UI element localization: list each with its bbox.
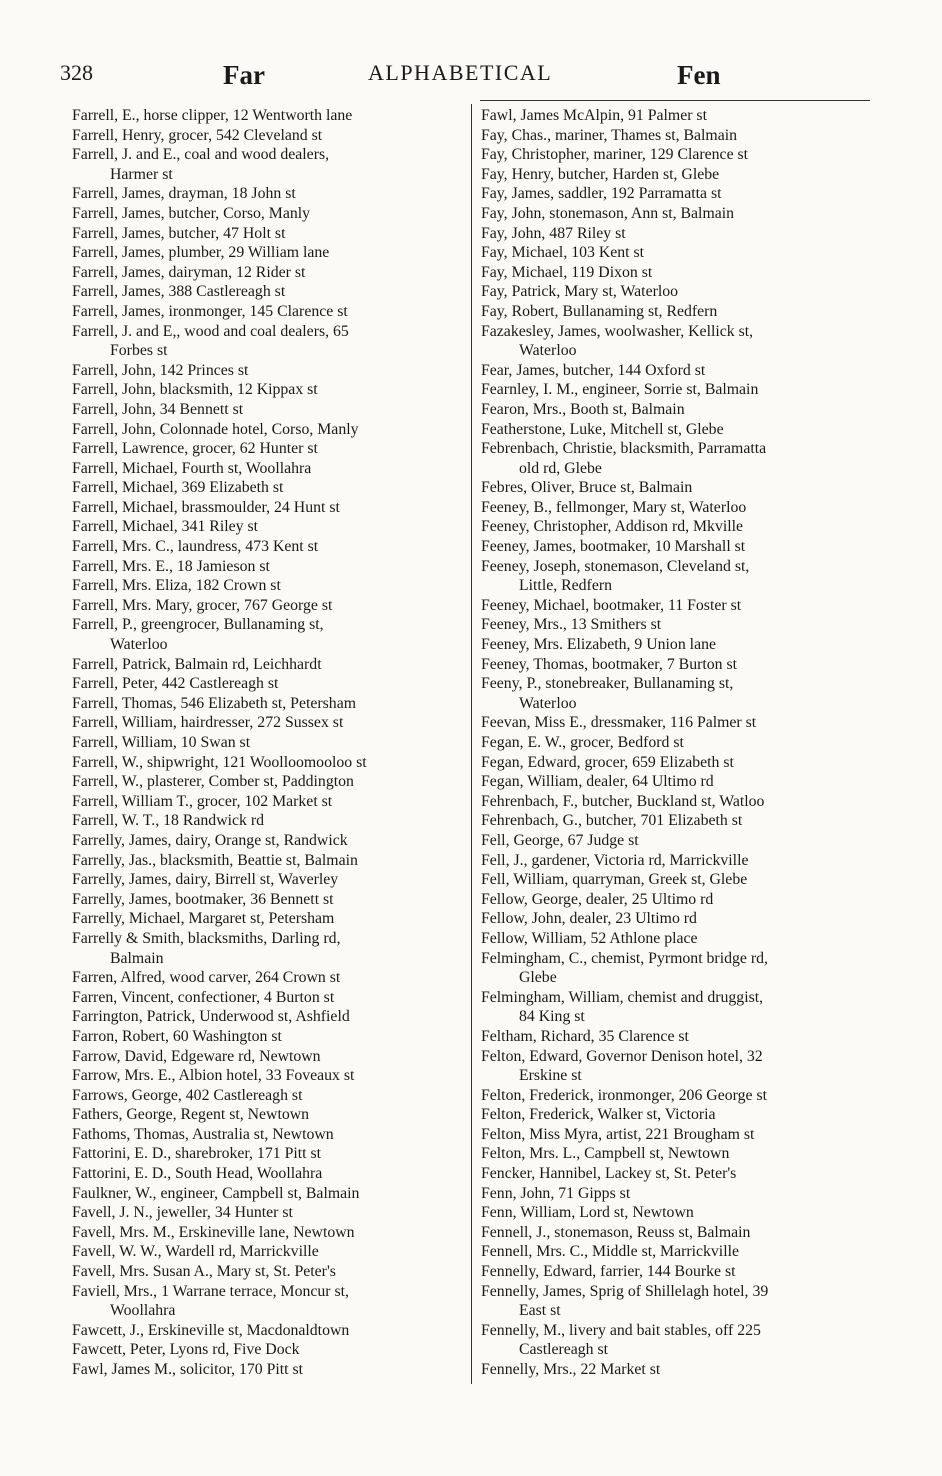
directory-entry: Farrell, James, ironmonger, 145 Clarence st — [72, 302, 348, 320]
directory-entry: Farrow, David, Edgeware rd, Newtown — [72, 1047, 321, 1065]
directory-entry: Feeny, P., stonebreaker, Bullanaming st, — [481, 675, 734, 693]
directory-entry: Farrington, Patrick, Underwood st, Ashfield — [72, 1008, 350, 1026]
directory-entry-continuation: Castlereagh st — [519, 1341, 609, 1359]
directory-entry-continuation: Woollahra — [110, 1302, 176, 1320]
guide-word-left: Far — [223, 60, 265, 90]
directory-entry: Fearnley, I. M., engineer, Sorrie st, Balmain — [481, 381, 759, 399]
directory-entry-continuation: Waterloo — [110, 636, 168, 654]
directory-entry: Farrell, Michael, Fourth st, Woollahra — [72, 459, 312, 477]
directory-entry: Felmingham, C., chemist, Pyrmont bridge rd, — [481, 949, 768, 967]
directory-entry-continuation: Glebe — [519, 969, 557, 987]
directory-entry: Fay, Christopher, mariner, 129 Clarence st — [481, 146, 749, 164]
directory-entry: Fay, Patrick, Mary st, Waterloo — [481, 283, 679, 301]
directory-entry: Fawcett, J., Erskineville st, Macdonaldtown — [72, 1321, 350, 1339]
directory-entry: Fehrenbach, F., butcher, Buckland st, Watloo — [481, 792, 765, 810]
directory-entry: Farrelly, James, bootmaker, 36 Bennett st — [72, 890, 334, 908]
directory-entry-continuation: Erskine st — [519, 1067, 582, 1085]
directory-entry: Farrelly, James, dairy, Orange st, Randwick — [72, 831, 348, 849]
directory-entry: Fear, James, butcher, 144 Oxford st — [481, 361, 706, 379]
directory-entry: Farrell, James, butcher, Corso, Manly — [72, 204, 311, 222]
directory-entry: Feeney, Joseph, stonemason, Cleveland st, — [481, 557, 750, 575]
directory-entry: Fell, J., gardener, Victoria rd, Marrickville — [481, 851, 749, 869]
directory-entry: Favell, Mrs. Susan A., Mary st, St. Peter's — [72, 1263, 336, 1281]
directory-entry: Farrell, Thomas, 546 Elizabeth st, Petersham — [72, 694, 356, 712]
directory-entry: Farrell, John, 34 Bennett st — [72, 400, 244, 418]
directory-entry: Fellow, George, dealer, 25 Ultimo rd — [481, 890, 714, 908]
directory-entry: Felton, Frederick, ironmonger, 206 George st — [481, 1086, 767, 1104]
directory-entry: Fennell, Mrs. C., Middle st, Marrickville — [481, 1243, 739, 1261]
page-title: ALPHABETICAL — [368, 60, 553, 85]
directory-entry: Fay, Chas., mariner, Thames st, Balmain — [481, 126, 738, 144]
directory-entry: Fennelly, M., livery and bait stables, off 225 — [481, 1321, 761, 1339]
directory-entry: Farrell, William T., grocer, 102 Market st — [72, 792, 333, 810]
directory-entry: Farrell, Michael, brassmoulder, 24 Hunt st — [72, 498, 340, 516]
directory-entry: Fathoms, Thomas, Australia st, Newtown — [72, 1125, 334, 1143]
directory-entry: Farrell, James, butcher, 47 Holt st — [72, 224, 286, 242]
directory-entry: Fawl, James McAlpin, 91 Palmer st — [481, 107, 707, 124]
directory-entry: Fellow, John, dealer, 23 Ultimo rd — [481, 910, 697, 928]
directory-entry: Fearon, Mrs., Booth st, Balmain — [481, 400, 685, 418]
directory-entry: Farrelly & Smith, blacksmiths, Darling rd, — [72, 929, 341, 947]
directory-entry: Fellow, William, 52 Athlone place — [481, 929, 698, 947]
directory-entry: Farrell, William, 10 Swan st — [72, 734, 251, 751]
directory-entry: Feeney, Mrs., 13 Smithers st — [481, 616, 662, 634]
directory-entry: Farrell, John, Colonnade hotel, Corso, Manly — [72, 420, 359, 438]
directory-entry: Fennelly, James, Sprig of Shillelagh hotel, 39 — [481, 1282, 769, 1300]
directory-entry: Felton, Edward, Governor Denison hotel, 32 — [481, 1047, 763, 1065]
directory-entry: Farrell, Peter, 442 Castlereagh st — [72, 675, 279, 693]
directory-entry: Fazakesley, James, woolwasher, Kellick st, — [481, 322, 754, 340]
directory-entry: Feltham, Richard, 35 Clarence st — [481, 1027, 689, 1045]
directory-entry: Fegan, William, dealer, 64 Ultimo rd — [481, 773, 714, 791]
directory-entry: Farrell, W. T., 18 Randwick rd — [72, 812, 265, 830]
directory-entry: Farrell, John, 142 Princes st — [72, 361, 249, 379]
directory-entry: Faulkner, W., engineer, Campbell st, Balmain — [72, 1184, 360, 1202]
directory-entry: Fegan, E. W., grocer, Bedford st — [481, 734, 684, 751]
directory-entry: Febrenbach, Christie, blacksmith, Parramatta — [481, 440, 767, 458]
directory-entry: Farrelly, James, dairy, Birrell st, Waverley — [72, 871, 339, 889]
directory-entry: Favell, Mrs. M., Erskineville lane, Newtown — [72, 1223, 355, 1241]
directory-entry: Farrell, Mrs. Eliza, 182 Crown st — [72, 577, 281, 595]
directory-entry: Fathers, George, Regent st, Newtown — [72, 1106, 310, 1124]
directory-entry: Felton, Mrs. L., Campbell st, Newtown — [481, 1145, 730, 1163]
directory-entry: Farren, Alfred, wood carver, 264 Crown st — [72, 969, 341, 987]
directory-entry: Fenn, John, 71 Gipps st — [481, 1184, 631, 1202]
directory-entry: Farron, Robert, 60 Washington st — [72, 1027, 282, 1045]
directory-entry: Fay, John, 487 Riley st — [481, 224, 626, 242]
directory-entry: Farrell, James, drayman, 18 John st — [72, 185, 296, 203]
directory-entry: Feeney, James, bootmaker, 10 Marshall st — [481, 538, 746, 556]
directory-entry: Feeney, Thomas, bootmaker, 7 Burton st — [481, 655, 738, 673]
directory-entry: Farrell, W., plasterer, Comber st, Paddington — [72, 773, 354, 791]
directory-entry: Farrell, Patrick, Balmain rd, Leichhardt — [72, 655, 322, 673]
directory-entry: Farrell, Lawrence, grocer, 62 Hunter st — [72, 440, 318, 458]
guide-word-right: Fen — [677, 60, 721, 90]
directory-entry-continuation: Waterloo — [519, 694, 577, 712]
directory-entry: Farrell, William, hairdresser, 272 Sussex st — [72, 714, 344, 732]
directory-entry: Farrell, J. and E., coal and wood dealers, — [72, 146, 330, 164]
directory-entry: Farrell, P., greengrocer, Bullanaming st, — [72, 616, 324, 634]
directory-entry: Farrelly, Michael, Margaret st, Petersham — [72, 910, 335, 928]
directory-entry: Fattorini, E. D., South Head, Woollahra — [72, 1165, 323, 1183]
directory-entry: Fell, George, 67 Judge st — [481, 831, 639, 849]
directory-entry: Fay, John, stonemason, Ann st, Balmain — [481, 204, 735, 222]
directory-entry: Farrell, Michael, 341 Riley st — [72, 518, 259, 536]
directory-entry: Favell, W. W., Wardell rd, Marrickville — [72, 1243, 319, 1261]
directory-entry-continuation: East st — [519, 1302, 561, 1320]
right-column — [481, 106, 875, 1380]
directory-entry: Felton, Miss Myra, artist, 221 Brougham st — [481, 1125, 755, 1143]
header-rule — [480, 100, 870, 101]
directory-entry-continuation: Balmain — [110, 949, 164, 967]
directory-entry: Farrell, John, blacksmith, 12 Kippax st — [72, 381, 318, 399]
column-divider — [471, 104, 472, 1384]
directory-entry: Farrell, Mrs. Mary, grocer, 767 George st — [72, 596, 333, 614]
page-number: 328 — [60, 60, 93, 85]
directory-entry: Felmingham, William, chemist and druggist, — [481, 988, 764, 1006]
directory-entry-continuation: Forbes st — [110, 342, 168, 360]
directory-entry: Fay, Michael, 103 Kent st — [481, 244, 645, 262]
directory-entry: Featherstone, Luke, Mitchell st, Glebe — [481, 420, 724, 438]
directory-entry: Feevan, Miss E., dressmaker, 116 Palmer st — [481, 714, 757, 732]
directory-entry: Feeney, Michael, bootmaker, 11 Foster st — [481, 596, 742, 614]
directory-entry: Fawcett, Peter, Lyons rd, Five Dock — [72, 1341, 300, 1359]
directory-entry: Fencker, Hannibel, Lackey st, St. Peter's — [481, 1165, 737, 1183]
directory-entry: Fay, Henry, butcher, Harden st, Glebe — [481, 165, 720, 183]
directory-entry: Fay, Michael, 119 Dixon st — [481, 263, 653, 281]
directory-entry: Fattorini, E. D., sharebroker, 171 Pitt st — [72, 1145, 322, 1163]
directory-entry: Fay, Robert, Bullanaming st, Redfern — [481, 302, 718, 320]
directory-entry-continuation: Waterloo — [519, 342, 577, 360]
directory-entry-continuation: 84 King st — [519, 1008, 585, 1026]
directory-entry: Fenn, William, Lord st, Newtown — [481, 1204, 694, 1222]
directory-entry-continuation: Harmer st — [110, 165, 173, 183]
directory-entry: Farrell, Michael, 369 Elizabeth st — [72, 479, 284, 497]
directory-entry: Farrell, Henry, grocer, 542 Cleveland st — [72, 126, 323, 144]
directory-entry: Farrell, J. and E,, wood and coal dealers, 65 — [72, 322, 349, 340]
directory-entry: Fell, William, quarryman, Greek st, Glebe — [481, 871, 748, 889]
page-header — [60, 60, 870, 94]
directory-entry: Farrow, Mrs. E., Albion hotel, 33 Foveaux st — [72, 1067, 355, 1085]
directory-entry: Favell, J. N., jeweller, 34 Hunter st — [72, 1204, 293, 1222]
directory-entry: Farrell, James, 388 Castlereagh st — [72, 283, 286, 301]
directory-entry: Fennell, J., stonemason, Reuss st, Balmain — [481, 1223, 751, 1241]
directory-entry: Farrell, E., horse clipper, 12 Wentworth lane — [72, 107, 353, 124]
directory-entry: Farrell, Mrs. E., 18 Jamieson st — [72, 557, 270, 575]
directory-entry: Feeney, Christopher, Addison rd, Mkville — [481, 518, 744, 536]
directory-entry: Farrell, Mrs. C., laundress, 473 Kent st — [72, 538, 319, 556]
directory-entry: Farrell, W., shipwright, 121 Woolloomooloo st — [72, 753, 367, 771]
directory-entry: Faviell, Mrs., 1 Warrane terrace, Moncur st, — [72, 1282, 349, 1300]
directory-entry: Farrell, James, dairyman, 12 Rider st — [72, 263, 306, 281]
directory-entry: Fennelly, Mrs., 22 Market st — [481, 1361, 661, 1378]
left-column — [72, 106, 466, 1380]
directory-entry: Feeney, B., fellmonger, Mary st, Waterloo — [481, 498, 747, 516]
directory-entry: Fegan, Edward, grocer, 659 Elizabeth st — [481, 753, 734, 771]
directory-entry: Fehrenbach, G., butcher, 701 Elizabeth st — [481, 812, 743, 830]
directory-entry: Farrows, George, 402 Castlereagh st — [72, 1086, 303, 1104]
directory-entry: Feeney, Mrs. Elizabeth, 9 Union lane — [481, 636, 716, 654]
directory-entry: Felton, Frederick, Walker st, Victoria — [481, 1106, 716, 1124]
directory-entry-continuation: old rd, Glebe — [519, 459, 602, 477]
directory-entry: Fay, James, saddler, 192 Parramatta st — [481, 185, 722, 203]
directory-entry: Farren, Vincent, confectioner, 4 Burton st — [72, 988, 335, 1006]
directory-entry: Fawl, James M., solicitor, 170 Pitt st — [72, 1361, 304, 1378]
directory-entry: Farrelly, Jas., blacksmith, Beattie st, Balmain — [72, 851, 358, 869]
directory-entry: Fennelly, Edward, farrier, 144 Bourke st — [481, 1263, 736, 1281]
directory-entry: Farrell, James, plumber, 29 William lane — [72, 244, 330, 262]
directory-entry-continuation: Little, Redfern — [519, 577, 612, 595]
directory-entry: Febres, Oliver, Bruce st, Balmain — [481, 479, 693, 497]
